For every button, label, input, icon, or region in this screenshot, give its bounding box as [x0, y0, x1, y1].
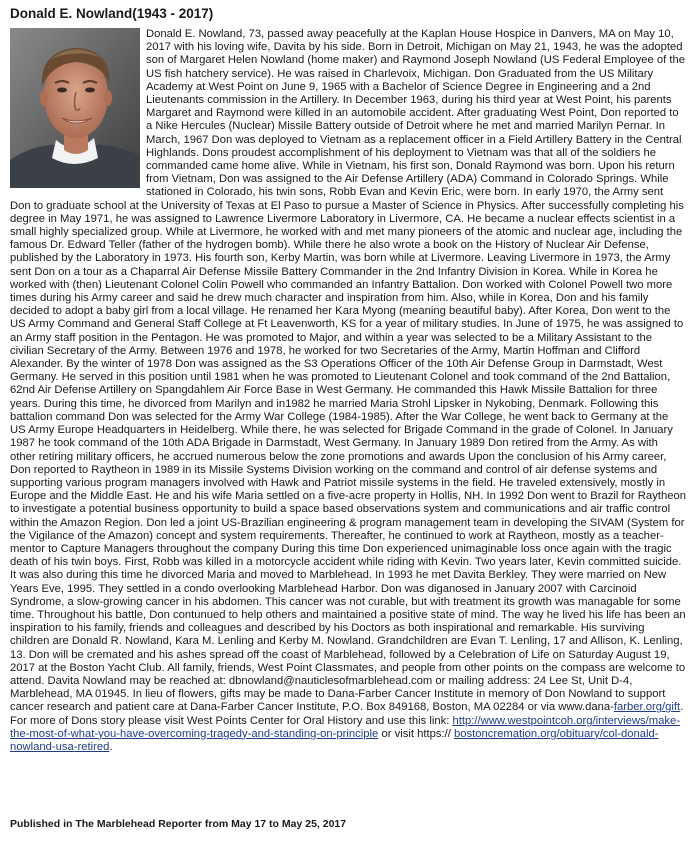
oral-history-link[interactable]: http://www.westpointcoh.org/interviews/make-the-most-of-what-you-have-overcoming-tragedy-and-standing-on-principle	[10, 714, 681, 740]
obituary-text: Donald E. Nowland, 73, passed away peacefully at the Kaplan House Hospice in Danvers, MA on May 10, 2017 with his loving wife, Davita by his side. Born in Detroit, Michigan on May 21, 1943, he was the adopted son of Margaret Helen Nowland (home maker) and Raymond Joseph Nowland (US Federal Employee of the US fish hatchery service). He was raised in Charlevoix, Michigan. Don Graduated from the US Military Academy at West Point on June 9, 1965 with a Bachelor of Science Degree in Engineering and a 2nd Lieutenants commission in the Artillery. In December 1963, during his third year at West Point, his parents Margaret and Raymond were killed in an automobile accident. After graduating West Point, Don reported to a Nike Hercules (Nuclear) Missile Battery outside of Detroit where he met and married Marilyn Pernar. In March, 1967 Don was deployed to Vietnam as a replacement officer in a Field Artillery Battery in the Central Highlands. Dons proudest accomplishment of his deployment to Vietnam was that all of the soldiers he commanded came home alive. While in Vietnam, his first son, Donald Raymond was born. Upon his return from Vietnam, Don was assigned to the Air Defense Artillery (ADA) Command in Colorado Springs. While stationed in Colorado, his twin sons, Robb Evan and Kevin Eric, were born. In early 1970, the Army sent Don to graduate school at the University of Texas at El Paso to pursue a Master of Science in Physics. After successfully completing his degree in May 1971, he was assigned to Lawrence Livermore Laboratory in Livermore, CA. He became a nuclear effects scientist in a small highly specialized group. While at Livermore, he worked with and met many pioneers of the atomic and nuclear age, including the famous Dr. Edward Teller (father of the hydrogen bomb). While there he also wrote a book on the History of Nuclear Air Defense, published by the Laboratory in 1973. His fourth son, Kerby Martin, was born while at Livermore. Leaving Livermore in 1973, the Army sent Don on a tour as a Chaparral Air Defense Missile Battery Commander in the 2nd Infantry Division in Korea. While in Korea he worked with (then) Lieutenant Colonel Colin Powell who commanded an Infantry Battalion. Don worked with Colonel Powell two more times during his Army career and said he drew much character and inspiration from him. Also, while in Korea, Don and his family decided to adopt a baby girl from a local village. He renamed her Kara Myong (meaning beautiful baby). After Korea, Don went to the US Army Command and General Staff College at Ft Leavenworth, KS for a year of military studies. In June of 1975, he was assigned to an Army staff position in the Pentagon. He was promoted to Major, and within a year was selected to be a Military Assistant to the civilian Secretary of the Army. Between 1976 and 1978, he worked for two Secretaries of the Army, Martin Hoffman and Clifford Alexander. By the winter of 1978 Don was assigned as the S3 Operations Officer of the 10th Air Defense Group in Darmstadt, West Germany. He served in this position until 1981 when he was promoted to Lieutenant Colonel and took command of the 2nd Battalion, 62nd Air Defense Artillery on Spangdahlem Air Force Base in West Germany. He commanded this Hawk Missile Battalion for three years. During this time, he divorced from Marilyn and in1982 he married Maria Strohl Lipsker in Nykobing, Denmark. Following this battalion command Don was selected for the Army War College (1984-1985). After the War College, he went back to Germany at the US Army Europe Headquarters in Heidelberg. While there, he was selected for Brigade Command in the grade of Colonel. In January 1987 he took command of the 10th ADA Brigade in Darmstadt, West Germany. In January 1989 Don retired from the Army. As with other retiring military officers, he accrued numerous below the zone promotions and awards Upon the conclusion of his Army career, Don reported to Raytheon in 1989 in its Missile Systems Division working on the command and control of air defense systems and supporting various program managers involved with Hawk and Patriot missile systems in the field. He traveled extensively, mostly in Europe and the Middle East. He and his wife Maria settled on a five-acre property in Hollis, NH. In 1992 Don went to Brazil for Raytheon to investigate a potential business opportunity to build a space based observations system and communications and air traffic control within the Amazon Region. Don led a joint US-Brazilian engineering & program management team in developing the SIVAM (System for the Vigilance of the Amazon) concept and system requirements. Thereafter, he continued to work at Raytheon, mostly as a teacher-mentor to Capture Managers throughout the company During this time Don experienced unimaginable loss once again with the tragic death of his twin boys. First, Robb was killed in a motorcycle accident while riding with Kevin. Two years later, Kevin committed suicide. It was also during this time he divorced Maria and moved to Marblehead. In 1993 he met Davita Berkley. They were married on New Years Eve, 1995. They settled in a condo overlooking Marblehead Harbor. Don was diganosed in January 2007 with Carcinoid Syndrome, a slow-growing cancer in his abdomen. This cancer was not curable, but with treatment its growth was managable for some time. Throughout his battle, Don contunued to help others and maintained a positive state of mind. The way he lived his life has been an inspiration to his family, friends and colleagues and described by his Doctors as both inspirational and remarkable. His surviving children are Donald R. Nowland, Kara M. Lenling and Kerby M. Nowland. Grandchildren are Evan T. Lenling, 17 and Allison, K. Lenling, 13. Don will be cremated and his ashes spread off the coast of Marblehead, followed by a Celebration of Life on Saturday August 19, 2017 at the Boston Yacht Club. All family, friends, West Point Classmates, and people from other points on the compass are welcome to attend. Davita Nowland may be reached at: dbnowland@nauticlesofmarblehead.com or mailing address: 24 Lee St, Unit D-4, Marblehead, MA 01945. In lieu of flowers, gifts may be made to Dana-Farber Cancer Institute in memory of Don Nowland to support cancer research and patient care at Dana-Farber Cancer Institute, P.O. Box 849168, Boston, MA 02284 or via www.dana-	[10, 28, 686, 714]
donation-link[interactable]: farber.org/gift	[613, 701, 681, 714]
obituary-title: Donald E. Nowland(1943 - 2017)	[10, 6, 214, 21]
obituary-text-end: .	[109, 740, 113, 753]
obituary-body	[10, 28, 686, 754]
cremation-obituary-link[interactable]: bostoncremation.org/obituary/col-donald-nowland-usa-retired	[10, 727, 659, 753]
obituary-text-continued: . For more of Dons story please visit West Points Center for Oral History and use this link:	[10, 701, 684, 727]
publication-note: Published in The Marblehead Reporter from May 17 to May 25, 2017	[10, 818, 347, 830]
obituary-text-or-visit: or visit https://	[381, 727, 451, 740]
portrait-photo	[10, 28, 140, 188]
